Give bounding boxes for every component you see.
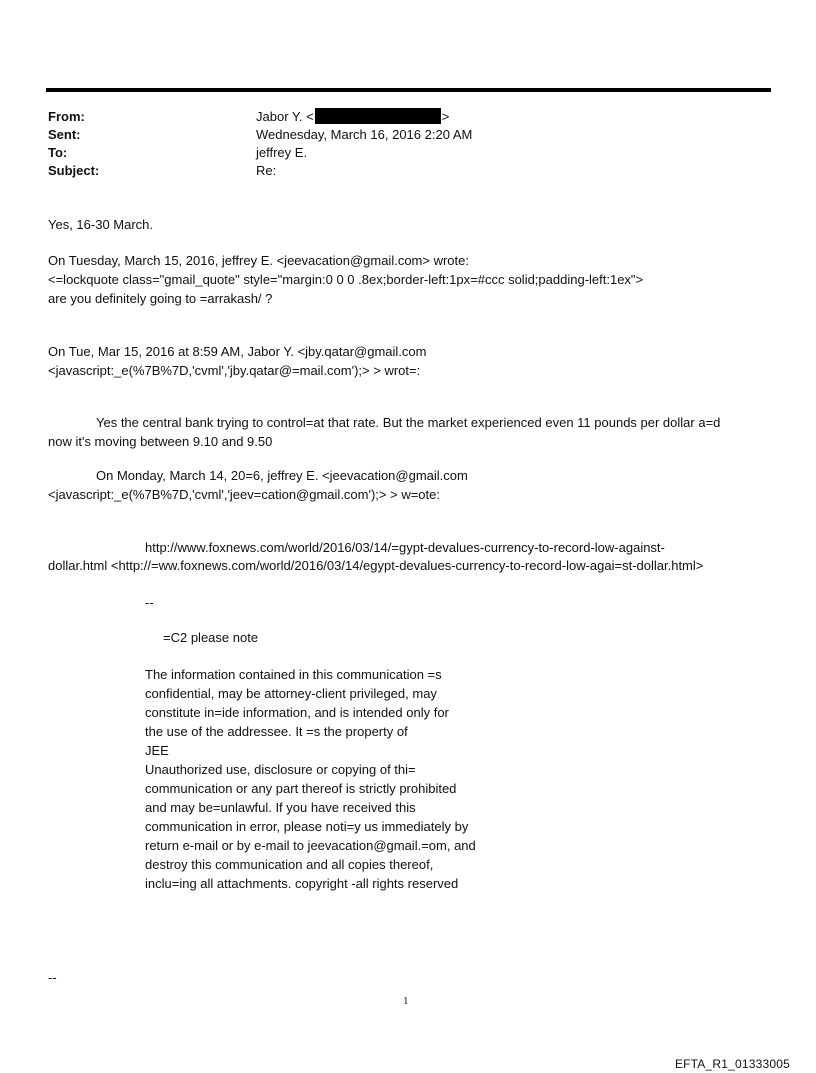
quote2-line1: On Tue, Mar 15, 2016 at 8:59 AM, Jabor Y. <jby.qatar@gmail.com <box>48 344 427 359</box>
quote1-line1: On Tuesday, March 15, 2016, jeffrey E. <jeevacation@gmail.com> wrote: <box>48 253 469 268</box>
redaction-box <box>315 108 441 124</box>
quote1-line3: are you definitely going to =arrakash/ ? <box>48 291 273 306</box>
disclaimer-line: and may be=unlawful. If you have received this <box>145 800 416 815</box>
header-rule <box>46 88 771 92</box>
sent-label: Sent: <box>48 127 81 142</box>
sent-value: Wednesday, March 16, 2016 2:20 AM <box>256 127 473 142</box>
from-label: From: <box>48 109 85 124</box>
disclaimer-line: constitute in=ide information, and is intended only for <box>145 705 449 720</box>
disclaimer-line: return e-mail or by e-mail to jeevacation@gmail.=om, and <box>145 838 476 853</box>
message2-line2: now it's moving between 9.10 and 9.50 <box>48 434 273 449</box>
disclaimer-line: The information contained in this communication =s <box>145 667 442 682</box>
subject-label: Subject: <box>48 163 100 178</box>
link-line2: dollar.html <http://=ww.foxnews.com/world/2016/03/14/egypt-devalues-currency-to-record-low-agai=st-dollar.html> <box>48 558 704 573</box>
please-note: =C2 please note <box>163 630 259 645</box>
signature-separator: -- <box>145 595 154 610</box>
page-number: 1 <box>403 995 409 1007</box>
disclaimer-line: inclu=ing all attachments. copyright -all rights reserved <box>145 876 459 891</box>
from-after: > <box>441 109 450 124</box>
quote1-line2: <=lockquote class="gmail_quote" style="margin:0 0 0 .8ex;border-left:1px=#ccc solid;padding-left:1ex"> <box>48 272 644 287</box>
disclaimer-line: Unauthorized use, disclosure or copying of thi= <box>145 762 416 777</box>
to-label: To: <box>48 145 68 160</box>
from-name: Jabor Y. < <box>256 109 314 124</box>
disclaimer-line: confidential, may be attorney-client privileged, may <box>145 686 437 701</box>
reply-text: Yes, 16-30 March. <box>48 217 154 232</box>
quote3-line1: On Monday, March 14, 20=6, jeffrey E. <jeevacation@gmail.com <box>96 468 468 483</box>
from-value <box>256 108 449 126</box>
end-separator: -- <box>48 970 57 985</box>
disclaimer-line: communication or any part thereof is strictly prohibited <box>145 781 457 796</box>
subject-value: Re: <box>256 163 277 178</box>
disclaimer-line: the use of the addressee. It =s the property of <box>145 724 408 739</box>
quote2-line2: <javascript:_e(%7B%7D,'cvml','jby.qatar@=mail.com');> > wrot=: <box>48 363 421 378</box>
disclaimer-line: communication in error, please noti=y us immediately by <box>145 819 469 834</box>
link-line1: http://www.foxnews.com/world/2016/03/14/=gypt-devalues-currency-to-record-low-against- <box>145 540 665 555</box>
quote3-line2: <javascript:_e(%7B%7D,'cvml','jeev=cation@gmail.com');> > w=ote: <box>48 487 440 502</box>
disclaimer-line: JEE <box>145 743 169 758</box>
document-id: EFTA_R1_01333005 <box>674 1057 790 1071</box>
message2-line1: Yes the central bank trying to control=at that rate. But the market experienced even 11 pounds per dollar a=d <box>96 415 721 430</box>
disclaimer-line: destroy this communication and all copies thereof, <box>145 857 434 872</box>
to-value: jeffrey E. <box>256 145 308 160</box>
